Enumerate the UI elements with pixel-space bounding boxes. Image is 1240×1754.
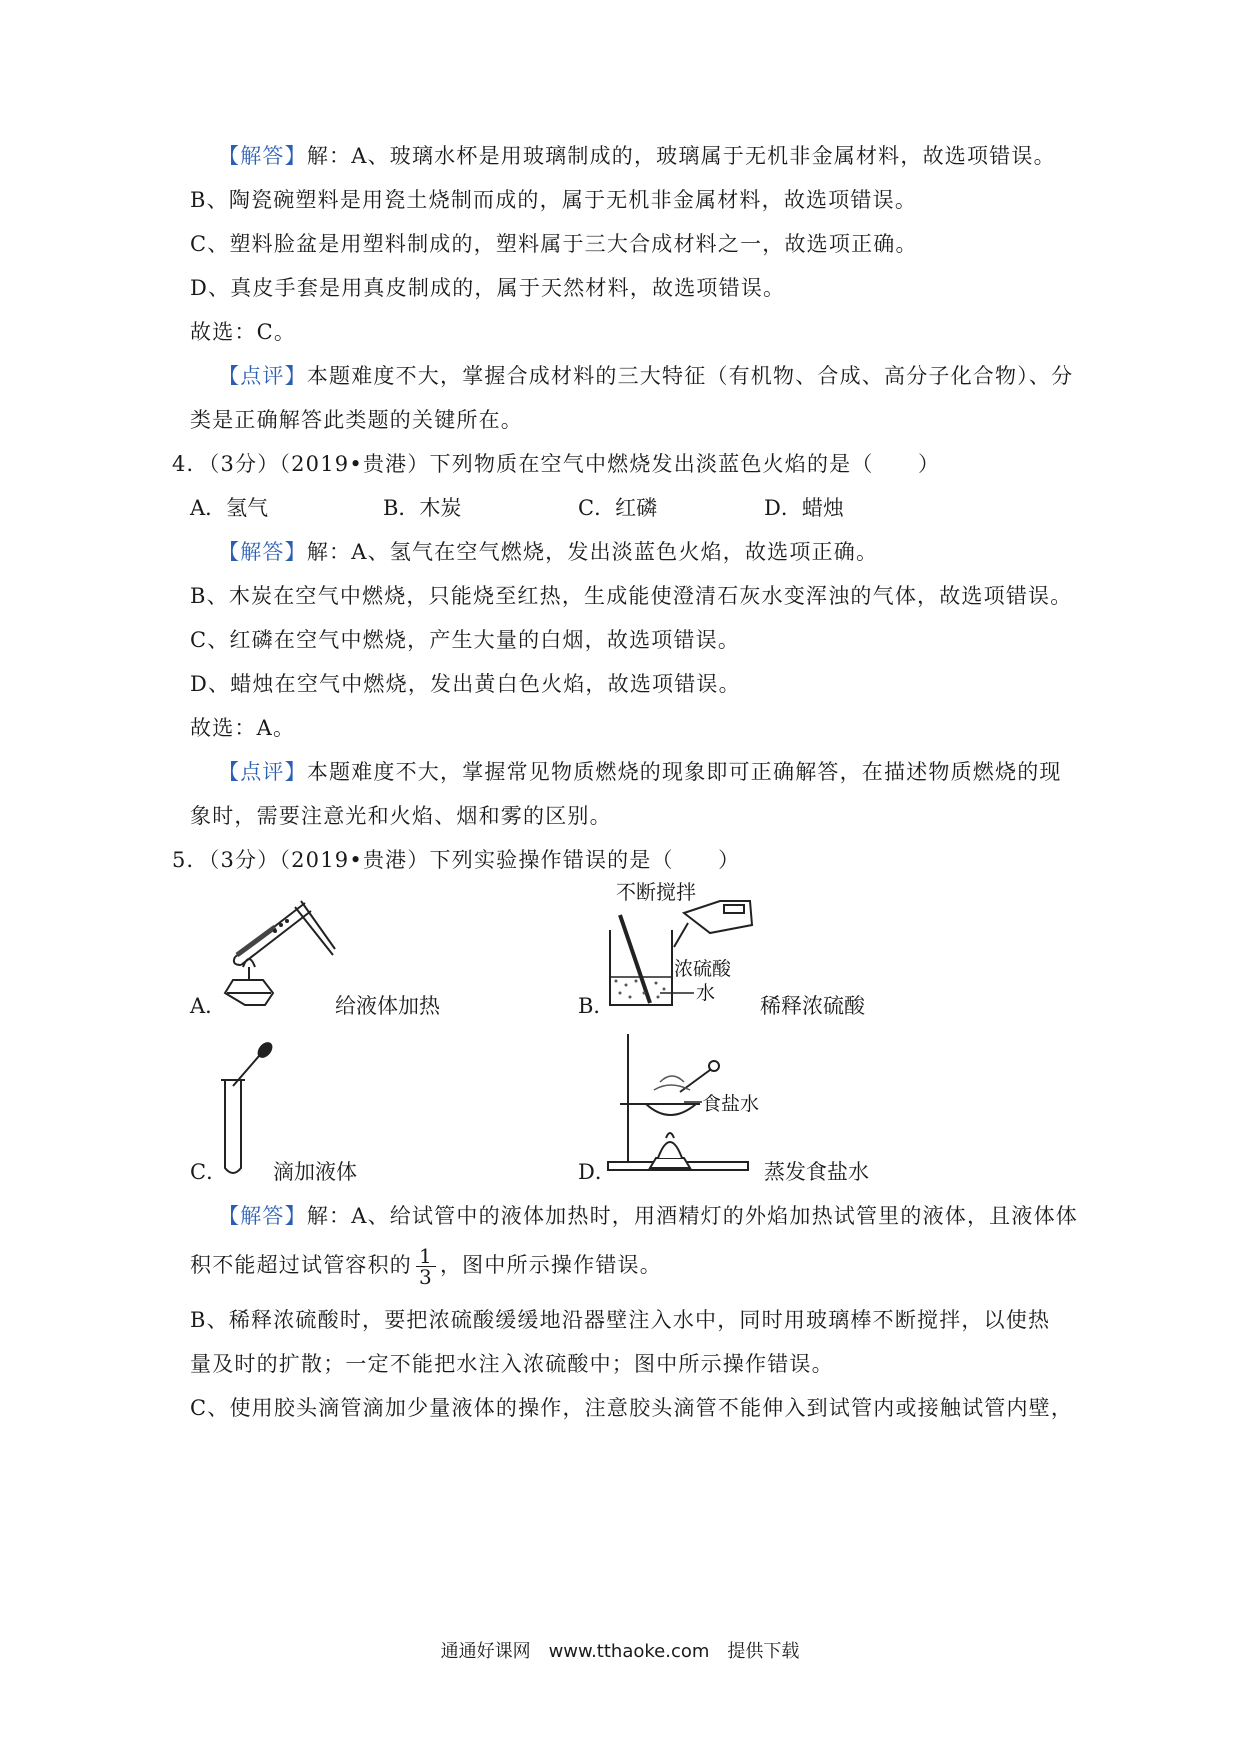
water-label: 水 (696, 982, 716, 1004)
comment-text: 本题难度不大，掌握合成材料的三大特征（有机物、合成、高分子化合物）、分 (306, 364, 1074, 388)
q4-answer-line (218, 538, 878, 566)
q5-answer-line1 (218, 1202, 1078, 1230)
q3-option-c-explanation: C、塑料脸盆是用塑料制成的，塑料属于三大合成材料之一，故选项正确。 (190, 232, 918, 256)
q3-option-b-explanation: B、陶瓷碗塑料是用瓷土烧制而成的，属于无机非金属材料，故选项错误。 (190, 188, 918, 212)
q4-comment-line2: 象时，需要注意光和火焰、烟和雾的区别。 (190, 804, 612, 828)
comment-tag: 【点评】 (218, 364, 307, 388)
q5-option-a-letter: A． (190, 994, 227, 1018)
fraction-denominator: 3 (419, 1265, 433, 1289)
q5-option-c-explanation-line1: C、使用胶头滴管滴加少量液体的操作，注意胶头滴管不能伸入到试管内或接触试管内壁， (190, 1396, 1074, 1420)
answer-text-pre: 积不能超过试管容积的 (190, 1253, 412, 1277)
acid-label: 浓硫酸 (674, 958, 732, 980)
q3-answer-line (218, 142, 1056, 170)
q5-option-d-caption: 蒸发食盐水 (764, 1160, 869, 1184)
comment-tag: 【点评】 (218, 760, 307, 784)
q3-choice: 故选：C。 (190, 320, 297, 344)
evaporation-figure (600, 1030, 775, 1178)
answer-text: 解：A、氢气在空气燃烧，发出淡蓝色火焰，故选项正确。 (306, 540, 879, 564)
answer-tag: 【解答】 (218, 144, 307, 168)
answer-text-post: ，图中所示操作错误。 (439, 1253, 662, 1277)
salt-water-label: 食盐水 (702, 1093, 760, 1115)
q5-option-c-letter: C． (190, 1160, 228, 1184)
q5-stem: 5．（3分）（2019•贵港）下列实验操作错误的是（ ） (172, 848, 741, 872)
q5-option-a-caption: 给液体加热 (335, 994, 440, 1018)
q5-option-c-caption: 滴加液体 (273, 1160, 357, 1184)
q4-option-d-explanation: D、蜡烛在空气中燃烧，发出黄白色火焰，故选项错误。 (190, 672, 741, 696)
q3-option-d-explanation: D、真皮手套是用真皮制成的，属于天然材料，故选项错误。 (190, 276, 786, 300)
q5-option-b-explanation-line1: B、稀释浓硫酸时，要把浓硫酸缓缓地沿器壁注入水中，同时用玻璃棒不断搅拌，以使热 (190, 1308, 1051, 1332)
q4-choice: 故选：A。 (190, 716, 296, 740)
answer-tag: 【解答】 (218, 1204, 307, 1228)
q4-option-c: C．红磷 (578, 496, 658, 520)
fraction-one-third (416, 1246, 436, 1287)
q4-option-a: A．氢气 (190, 496, 269, 520)
q5-option-b-caption: 稀释浓硫酸 (760, 994, 865, 1018)
page-footer: 通通好课网 www.tthaoke.com 提供下载 (440, 1641, 800, 1662)
q4-stem: 4．（3分）（2019•贵港）下列物质在空气中燃烧发出淡蓝色火焰的是（ ） (172, 452, 941, 476)
q5-option-d-letter: D． (578, 1160, 616, 1184)
comment-text: 本题难度不大，掌握常见物质燃烧的现象即可正确解答，在描述物质燃烧的现 (306, 760, 1062, 784)
q4-option-b-explanation: B、木炭在空气中燃烧，只能烧至红热，生成能使澄清石灰水变浑浊的气体，故选项错误。 (190, 584, 1073, 608)
q5-answer-line2 (190, 1240, 662, 1290)
stir-label: 不断搅拌 (616, 880, 696, 904)
q3-comment-line1 (218, 362, 1073, 390)
q4-comment-line1 (218, 758, 1062, 786)
q5-option-b-letter: B． (578, 994, 615, 1018)
q4-option-d: D．蜡烛 (764, 496, 844, 520)
q3-comment-line2: 类是正确解答此类题的关键所在。 (190, 408, 523, 432)
answer-tag: 【解答】 (218, 540, 307, 564)
heating-liquid-figure (215, 885, 345, 1010)
answer-text: 解：A、玻璃水杯是用玻璃制成的，玻璃属于无机非金属材料，故选项错误。 (306, 144, 1056, 168)
fraction-numerator: 1 (416, 1246, 436, 1267)
q5-option-b-explanation-line2: 量及时的扩散；一定不能把水注入浓硫酸中；图中所示操作错误。 (190, 1352, 834, 1376)
dilute-acid-figure (600, 875, 775, 1015)
answer-text: 解：A、给试管中的液体加热时，用酒精灯的外焰加热试管里的液体，且液体体 (306, 1204, 1078, 1228)
q4-option-b: B．木炭 (383, 496, 462, 520)
q4-option-c-explanation: C、红磷在空气中燃烧，产生大量的白烟，故选项错误。 (190, 628, 741, 652)
